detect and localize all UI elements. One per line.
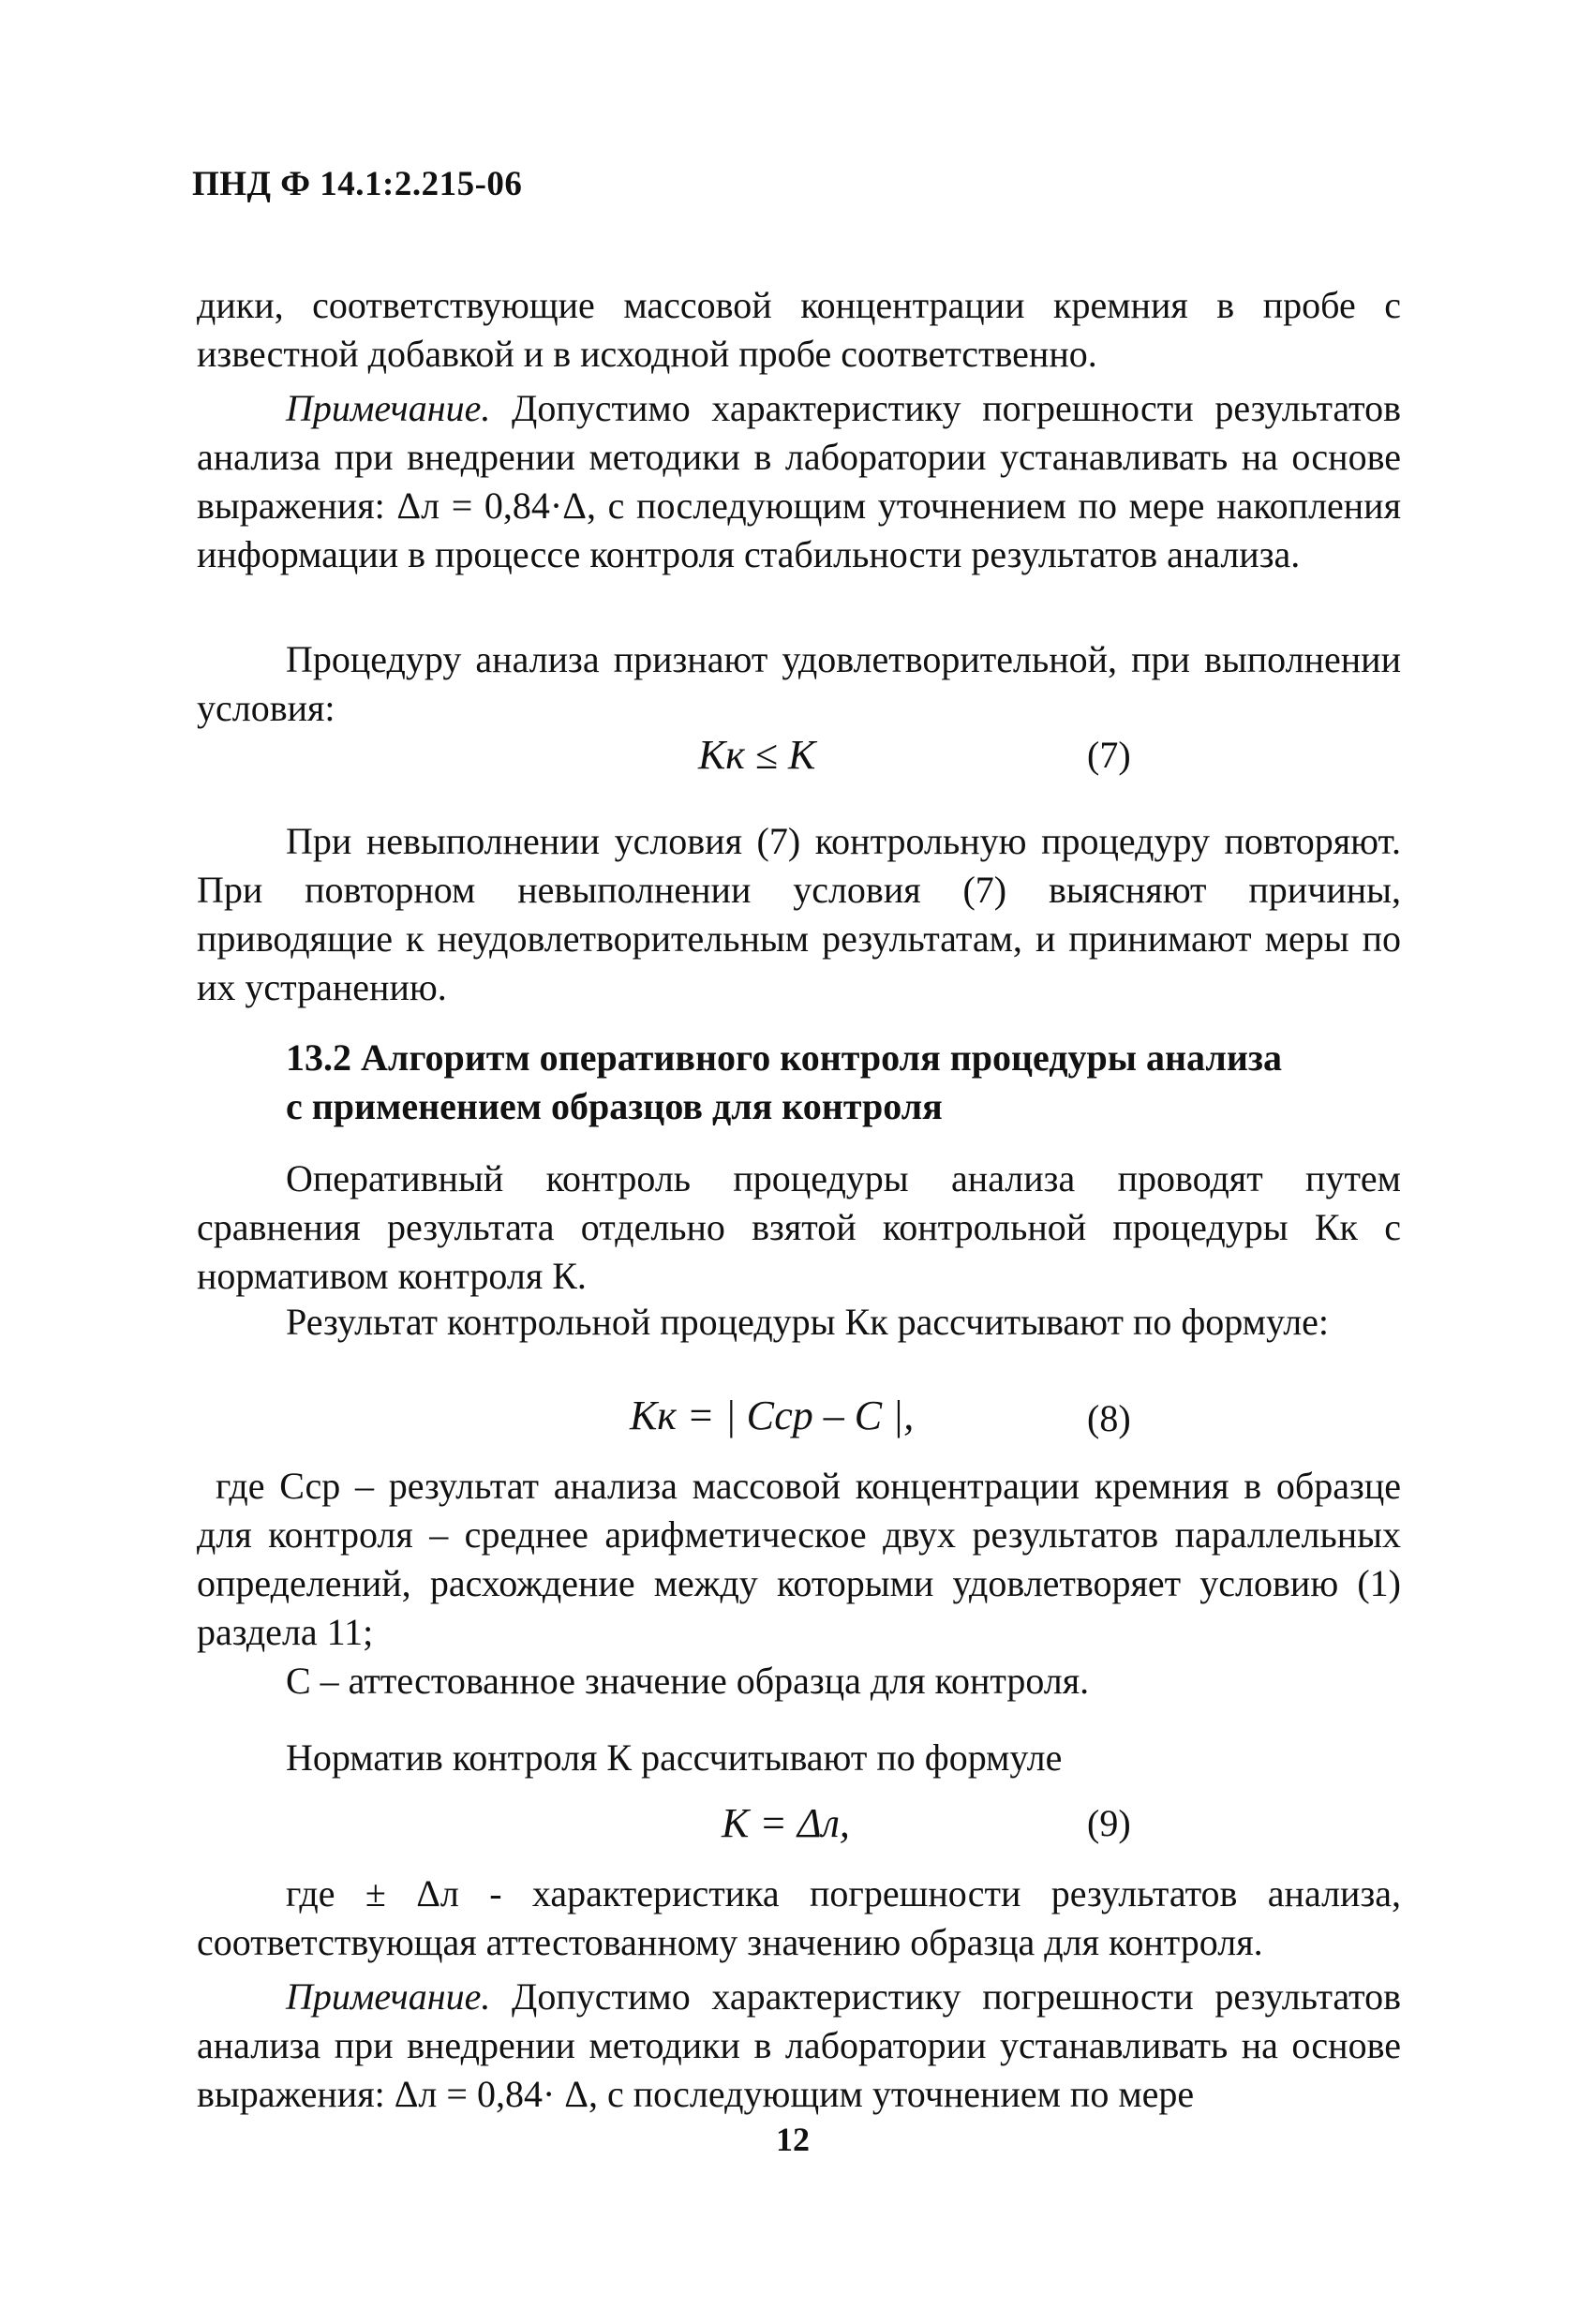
paragraph-5 [197,1155,1401,1301]
paragraph-7 [197,1462,1401,1657]
paragraph-8 [197,1657,1401,1706]
paragraph-3-text: Процедуру анализа признают удовлетворительной, при выполнении условия: [197,638,1401,729]
paragraph-3 [197,635,1401,733]
paragraph-4-text: При невыполнении условия (7) контрольную процедуру повторяют. При повторном невыполнении условия (7) выясняют причины, приводящие к неудовлетворительным результатам, и принимают меры по их устранению. [197,820,1401,1008]
formula-8-number: (8) [1087,1397,1131,1439]
formula-7-number: (7) [1087,734,1131,776]
page-number: 12 [776,2121,810,2158]
paragraph-8-text: С – аттестованное значение образца для контроля. [286,1660,1090,1702]
paragraph-10 [197,1870,1401,1967]
section-title-line-1: 13.2 Алгоритм оперативного контроля процедуры анализа [286,1036,1282,1079]
paragraph-5-text: Оперативный контроль процедуры анализа проводят путем сравнения результата отдельно взятой контрольной процедуры Кк с нормативом контроля К. [197,1157,1401,1297]
paragraph-10-text: где ± Δл - характеристика погрешности результатов анализа, соответствующая аттестованному значению образца для контроля. [197,1872,1401,1963]
section-title-line-2: с применением образцов для контроля [286,1085,943,1127]
note-label-2: Примечание. [286,1975,491,2018]
note-text: Допустимо характеристику погрешности результатов анализа при внедрении методики в лаборатории устанавливать на основе выражения: Δл = 0,84·Δ, с последующим уточнением по мере накопления информации в процессе контроля стабильности результатов анализа. [197,387,1401,575]
paragraph-9-text: Норматив контроля К рассчитывают по формуле [286,1736,1063,1779]
paragraph-note-2 [197,1973,1401,2119]
paragraph-6 [197,1298,1401,1347]
paragraph-9 [197,1734,1401,1782]
paragraph-4 [197,817,1401,1012]
section-title [286,1034,1363,1131]
paragraph-1: дики, соответствующие массовой концентрации кремния в пробе с известной добавкой и в исходной пробе соответственно. [197,284,1401,375]
note-text-2: Допустимо характеристику погрешности результатов анализа при внедрении методики в лаборатории устанавливать на основе выражения: Δл = 0,84· Δ, с последующим уточнением по мере [197,1975,1401,2115]
paragraph-6-text: Результат контрольной процедуры Кк рассчитывают по формуле: [286,1301,1330,1343]
formula-9-number: (9) [1087,1802,1131,1844]
formula-8: Кк = | Сср – С |, [630,1393,915,1438]
formula-9: К = Δл, [722,1800,850,1846]
note-label: Примечание. [286,387,491,429]
formula-7: Кк ≤ К [698,732,816,778]
paragraph-7-text: где Сср – результат анализа массовой концентрации кремния в образце для контроля – среднее арифметическое двух результатов параллельных определений, расхождение между которыми удовлетворяет условию (1) раздела 11; [197,1465,1401,1653]
document-header-id: ПНД Ф 14.1:2.215-06 [192,165,523,203]
paragraph-note-1 [197,384,1401,579]
